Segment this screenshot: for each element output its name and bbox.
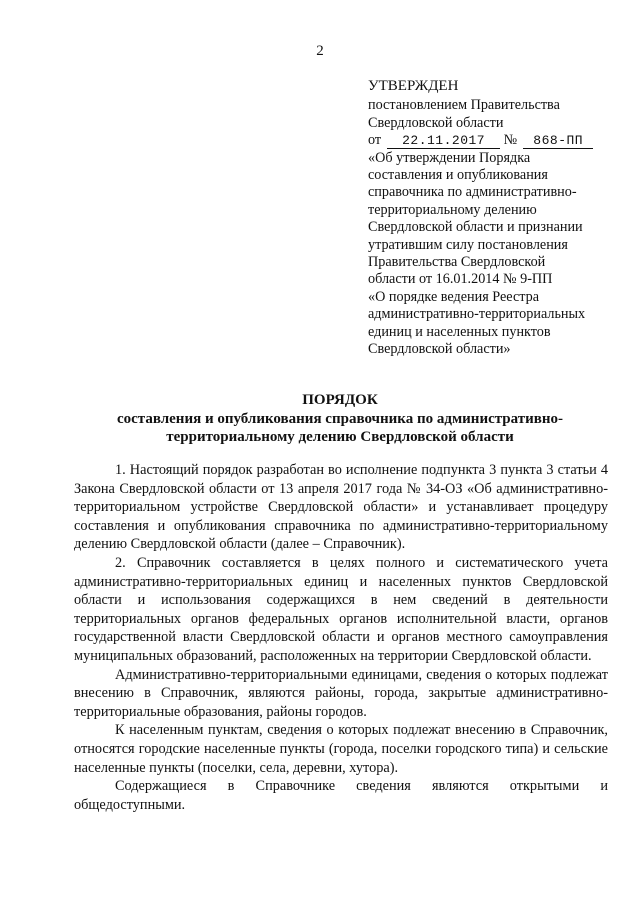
resolution-line: Свердловской области» bbox=[368, 341, 511, 358]
page-number: 2 bbox=[316, 43, 324, 59]
date-value: 22.11.2017 bbox=[387, 134, 500, 149]
approval-issuer-line: постановлением Правительства bbox=[368, 97, 560, 114]
title-heading: ПОРЯДОК bbox=[302, 392, 378, 408]
paragraph: К населенным пунктам, сведения о которых подлежат внесению в Справочник, относятся городские населенные пункты (города, поселки городского типа) и сельские населенные пункты (поселки, села, деревни, хутора). bbox=[74, 722, 608, 776]
approval-stamp: УТВЕРЖДЕН bbox=[368, 78, 459, 94]
number-value: 868-ПП bbox=[523, 134, 593, 149]
resolution-line: «Об утверждении Порядка bbox=[368, 149, 531, 166]
approval-date-number-line bbox=[368, 132, 618, 149]
title-subheading: составления и опубликования справочника по административно- bbox=[116, 410, 564, 427]
approval-block bbox=[368, 78, 618, 359]
document-body bbox=[74, 461, 608, 814]
resolution-line: Свердловской области и признании bbox=[368, 219, 583, 236]
resolution-line: административно-территориальных bbox=[368, 306, 586, 323]
resolution-line: единиц и населенных пунктов bbox=[368, 323, 551, 340]
resolution-line: территориальному делению bbox=[368, 201, 537, 218]
document-title bbox=[60, 391, 620, 447]
date-prefix: от bbox=[368, 132, 382, 149]
resolution-line: справочника по административно- bbox=[368, 184, 577, 201]
approval-issuer-line: Свердловской области bbox=[368, 114, 504, 131]
paragraph: 1. Настоящий порядок разработан во исполнение подпункта 3 пункта 3 статьи 4 Закона Свердловской области от 13 апреля 2017 года № 34-ОЗ «Об административно-территориальном устройстве Свердловской области» и устанавливает процедуру составления и опубликования справочника по административно-территориальному делению Свердловской области (далее – Справочник). bbox=[74, 462, 608, 553]
resolution-line: области от 16.01.2014 № 9-ПП bbox=[368, 271, 553, 288]
paragraph: Содержащиеся в Справочнике сведения являются открытыми и общедоступными. bbox=[74, 778, 608, 813]
resolution-line: составления и опубликования bbox=[368, 167, 548, 184]
resolution-line: утратившим силу постановления bbox=[368, 236, 568, 253]
resolution-line: Правительства Свердловской bbox=[368, 254, 546, 271]
paragraph: 2. Справочник составляется в целях полного и систематического учета административно-территориальных единиц и населенных пунктов Свердловской области и использования содержащихся в нем сведений в деятельности территориальных органов федеральных органов исполнительной власти, органов государственной власти Свердловской области и органов местного самоуправления муниципальных образований, расположенных на территории Свердловской области. bbox=[74, 554, 608, 664]
paragraph: Административно-территориальными единицами, сведения о которых подлежат внесению в Справочник, являются районы, города, закрытые административно-территориальные образования, районы городов. bbox=[74, 666, 608, 720]
title-subheading: территориальному делению Свердловской области bbox=[166, 429, 514, 446]
number-prefix: № bbox=[503, 132, 518, 149]
resolution-line: «О порядке ведения Реестра bbox=[368, 288, 540, 305]
